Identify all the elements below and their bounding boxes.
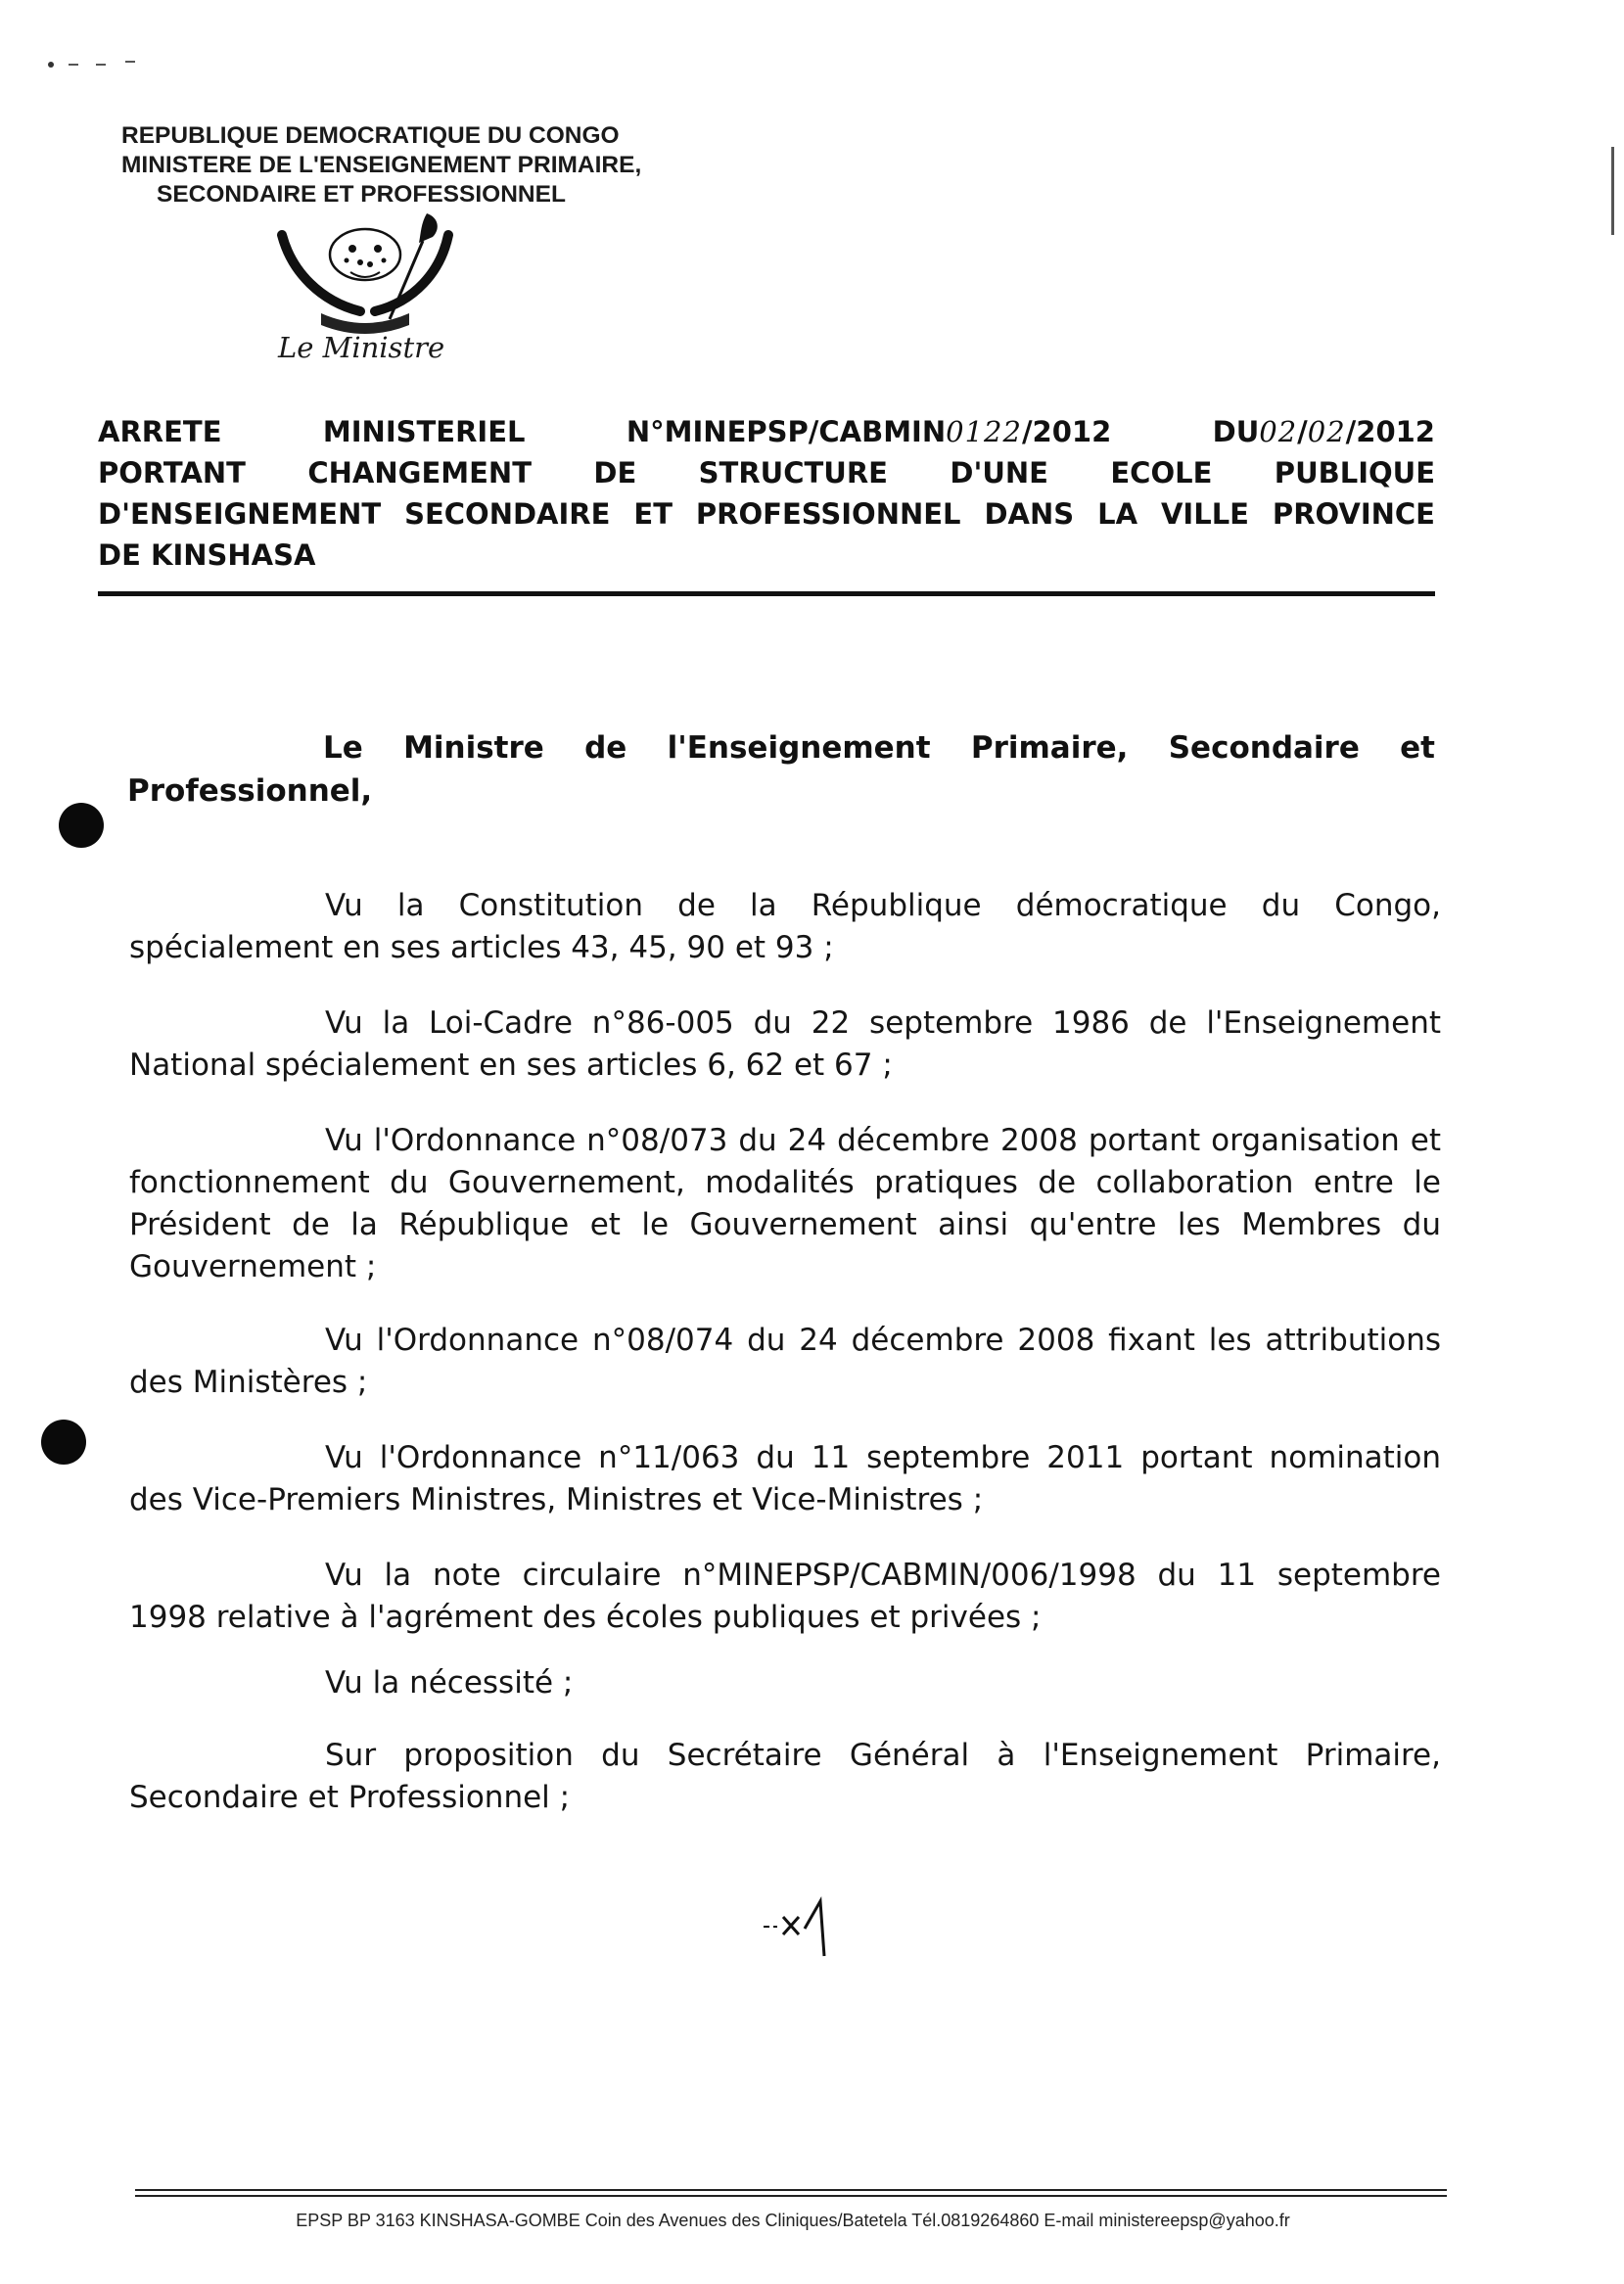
heading-word: et [1400,730,1435,766]
paragraph-loi-cadre: Vu la Loi-Cadre n°86-005 du 22 septembre 1986 de l'Enseignement National spécialement en ses articles 6, 62 et 67 ; [129,1005,1441,1083]
minister-heading-line-2: Professionnel, [127,773,373,809]
title-du-label: DU [1212,415,1260,448]
title-month: 02 [1307,415,1346,448]
paragraph-ordonnance-063: Vu l'Ordonnance n°11/063 du 11 septembre 2011 portant nomination des Vice-Premiers Ministres, Ministres et Vice-Ministres ; [129,1440,1441,1517]
heading-word: Primaire, [970,730,1129,766]
title-decree-year: /2012 [1021,415,1112,448]
title-day: 02 [1259,415,1298,448]
paragraph-ordonnance-074: Vu l'Ordonnance n°08/074 du 24 décembre 2008 fixant les attributions des Ministères ; [129,1323,1441,1400]
title-underline [98,591,1435,596]
paragraph-necessite: Vu la nécessité ; [325,1665,574,1701]
header-line-country: REPUBLIQUE DEMOCRATIQUE DU CONGO [121,122,620,149]
coat-of-arms-icon [253,204,478,341]
header-line-ministry-cont: SECONDAIRE ET PROFESSIONNEL [157,181,566,208]
footer-rule [135,2189,1447,2191]
ministry-header [121,121,641,210]
paragraph-constitution: Vu la Constitution de la République démocratique du Congo, spécialement en ses articles 43, 45, 90 et 93 ; [129,888,1441,965]
footer-rule [135,2195,1447,2197]
heading-word: Secondaire [1168,730,1360,766]
paragraph-ordonnance-073: Vu l'Ordonnance n°08/073 du 24 décembre 2008 portant organisation et fonctionnement du Gouvernement, modalités pratiques de collaboration entre le Président de la République et le Gouvernement ainsi qu'entre les Membres du Gouvernement ; [129,1123,1441,1284]
minister-heading [127,726,1435,813]
title-line-3: D'ENSEIGNEMENT SECONDAIRE ET PROFESSIONNEL DANS LA VILLE PROVINCE [98,497,1435,531]
heading-word: de [584,730,627,766]
decree-title [98,411,1435,576]
minister-heading-line-1 [127,726,1435,769]
handwritten-page-mark [756,1888,844,1966]
title-line-2: PORTANT CHANGEMENT DE STRUCTURE D'UNE ECOLE PUBLIQUE [98,456,1435,489]
paragraph-proposition: Sur proposition du Secrétaire Général à l'Enseignement Primaire, Secondaire et Professionnel ; [129,1738,1441,1815]
paragraph-note-circulaire: Vu la note circulaire n°MINEPSP/CABMIN/006/1998 du 11 septembre 1998 relative à l'agrément des écoles publiques et privées ; [129,1558,1441,1635]
title-line-1: ARRETE MINISTERIEL N°MINEPSP/CABMIN0122/2012 DU02/02/2012 [98,415,1435,448]
header-line-ministry: MINISTERE DE L'ENSEIGNEMENT PRIMAIRE, [121,152,642,178]
heading-word: Ministre [403,730,544,766]
scan-artifact-marks [47,57,164,72]
title-line-4: DE KINSHASA [98,538,316,572]
title-arrete-prefix: ARRETE MINISTERIEL N°MINEPSP/CABMIN [98,415,947,448]
title-decree-number: 0122 [946,415,1022,448]
punch-hole-mark [59,803,104,848]
title-date-year: /2012 [1345,415,1435,448]
scan-edge-mark [1611,147,1614,235]
heading-word: Le [323,730,363,766]
punch-hole-mark [41,1420,86,1465]
footer-address: EPSP BP 3163 KINSHASA-GOMBE Coin des Avenues des Cliniques/Batetela Tél.0819264860 E-mail ministereepsp@yahoo.fr [296,2211,1290,2230]
heading-word: l'Enseignement [667,730,931,766]
minister-signature-label: Le Ministre [278,331,445,364]
